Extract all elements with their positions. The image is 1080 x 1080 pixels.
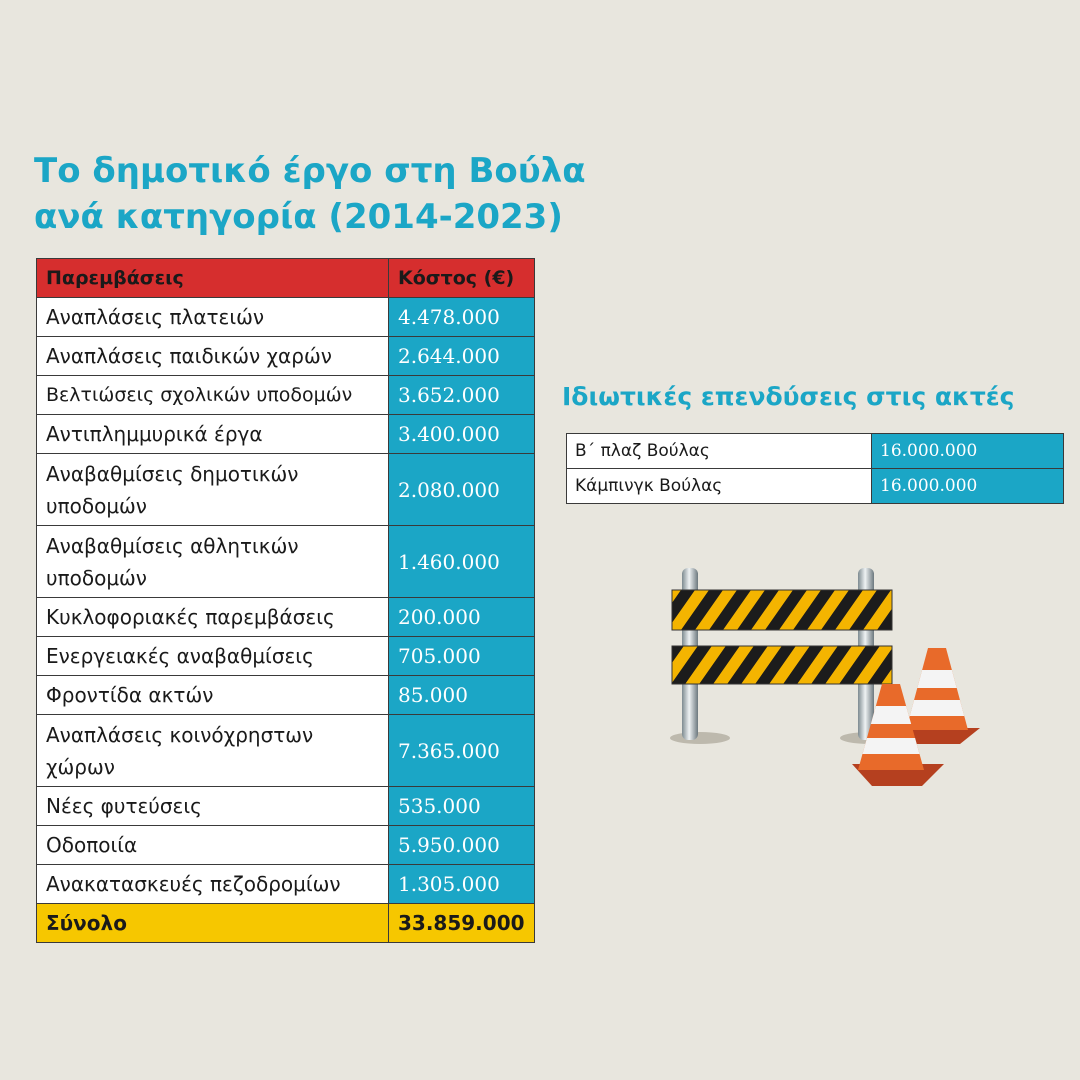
row-label: Ενεργειακές αναβαθμίσεις <box>37 637 389 676</box>
row-label: Κυκλοφοριακές παρεμβάσεις <box>37 598 389 637</box>
row-label: Ανακατασκευές πεζοδρομίων <box>37 865 389 904</box>
table-row <box>37 637 535 676</box>
row-label: Νέες φυτεύσεις <box>37 787 389 826</box>
table-row <box>37 598 535 637</box>
table-row <box>37 787 535 826</box>
row-label: Αναπλάσεις κοινόχρηστων χώρων <box>37 715 389 787</box>
row-value: 7.365.000 <box>389 715 535 787</box>
table-row <box>37 376 535 415</box>
row-label: Β΄ πλαζ Βούλας <box>567 434 872 469</box>
row-value: 16.000.000 <box>872 434 1064 469</box>
table-row <box>37 865 535 904</box>
page-title-line1: Το δημοτικό έργο στη Βούλα <box>34 151 586 191</box>
row-value: 535.000 <box>389 787 535 826</box>
table-header-row <box>37 259 535 298</box>
table-row <box>37 676 535 715</box>
row-value: 2.080.000 <box>389 454 535 526</box>
row-value: 1.305.000 <box>389 865 535 904</box>
table-row <box>567 434 1064 469</box>
row-value: 1.460.000 <box>389 526 535 598</box>
row-label: Φροντίδα ακτών <box>37 676 389 715</box>
row-label: Αναπλάσεις παιδικών χαρών <box>37 337 389 376</box>
row-value: 200.000 <box>389 598 535 637</box>
interventions-table <box>36 258 535 943</box>
table-row <box>37 337 535 376</box>
row-value: 3.400.000 <box>389 415 535 454</box>
row-value: 2.644.000 <box>389 337 535 376</box>
table-row <box>37 415 535 454</box>
row-value: 705.000 <box>389 637 535 676</box>
roadwork-barrier-illustration <box>660 560 980 800</box>
page-title <box>34 148 586 240</box>
table-row <box>37 826 535 865</box>
header-interventions: Παρεμβάσεις <box>37 259 389 298</box>
private-investments-table <box>566 433 1064 504</box>
total-label: Σύνολο <box>37 904 389 943</box>
table-row <box>37 715 535 787</box>
row-value: 5.950.000 <box>389 826 535 865</box>
row-label: Βελτιώσεις σχολικών υποδομών <box>37 376 389 415</box>
page-title-line2: ανά κατηγορία (2014-2023) <box>34 197 563 237</box>
row-value: 16.000.000 <box>872 469 1064 504</box>
shadow <box>670 732 730 744</box>
row-label: Αναβαθμίσεις δημοτικών υποδομών <box>37 454 389 526</box>
table-row <box>37 454 535 526</box>
total-row <box>37 904 535 943</box>
table-row <box>567 469 1064 504</box>
table-row <box>37 298 535 337</box>
row-label: Αναπλάσεις πλατειών <box>37 298 389 337</box>
barrier-board-top <box>672 590 892 630</box>
row-label: Οδοποιία <box>37 826 389 865</box>
row-label: Αντιπλημμυρικά έργα <box>37 415 389 454</box>
header-cost: Κόστος (€) <box>389 259 535 298</box>
row-label: Αναβαθμίσεις αθλητικών υποδομών <box>37 526 389 598</box>
row-value: 3.652.000 <box>389 376 535 415</box>
row-value: 4.478.000 <box>389 298 535 337</box>
private-investments-title: Ιδιωτικές επενδύσεις στις ακτές <box>562 382 1015 411</box>
row-label: Κάμπινγκ Βούλας <box>567 469 872 504</box>
total-value: 33.859.000 <box>389 904 535 943</box>
row-value: 85.000 <box>389 676 535 715</box>
table-row <box>37 526 535 598</box>
barrier-board-bottom <box>672 646 892 684</box>
